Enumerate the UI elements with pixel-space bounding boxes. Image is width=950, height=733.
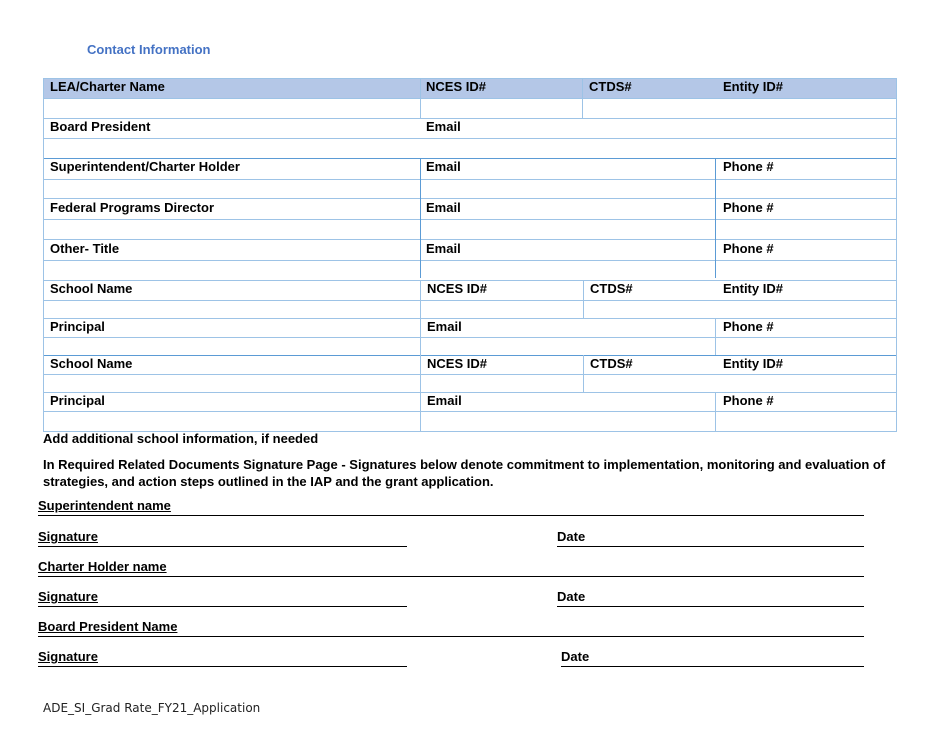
lea-name-label: LEA/Charter Name — [50, 79, 165, 94]
date-label: Date — [557, 589, 586, 604]
school-name-label: School Name — [50, 356, 133, 371]
grid-line — [43, 98, 896, 99]
grid-line — [43, 138, 896, 139]
charter-holder-name-label: Charter Holder name — [38, 559, 167, 574]
board-president-name-line[interactable] — [38, 636, 864, 637]
board-president-name-label: Board President Name — [38, 619, 178, 634]
grid-line — [43, 337, 896, 338]
grid-line — [43, 260, 896, 261]
grid-line — [43, 374, 896, 375]
grid-line — [582, 78, 583, 118]
signature-row-3 — [38, 649, 864, 667]
entity-id-label: Entity ID# — [723, 356, 783, 371]
superintendent-label: Superintendent/Charter Holder — [50, 159, 240, 174]
signature-label: Signature — [38, 589, 98, 604]
grid-line — [583, 355, 584, 392]
principal-label: Principal — [50, 393, 105, 408]
date-label: Date — [561, 649, 590, 664]
date-line[interactable] — [561, 666, 864, 667]
nces-id-label: NCES ID# — [426, 79, 486, 94]
email-label: Email — [427, 393, 462, 408]
federal-programs-director-label: Federal Programs Director — [50, 200, 215, 215]
principal-label: Principal — [50, 319, 105, 334]
email-label: Email — [426, 159, 461, 174]
other-title-label: Other- Title — [50, 241, 120, 256]
grid-line — [583, 280, 584, 318]
ctds-label: CTDS# — [590, 281, 633, 296]
signature-line[interactable] — [38, 666, 407, 667]
signature-line[interactable] — [38, 606, 407, 607]
board-president-label: Board President — [50, 119, 151, 134]
school-name-label: School Name — [50, 281, 133, 296]
superintendent-name-label: Superintendent name — [38, 498, 171, 513]
board-president-name-row — [38, 619, 864, 637]
phone-label: Phone # — [723, 241, 774, 256]
entity-id-label: Entity ID# — [723, 281, 783, 296]
grid-line — [43, 300, 896, 301]
grid-line — [420, 280, 421, 318]
date-line[interactable] — [557, 606, 864, 607]
grid-line — [43, 78, 44, 431]
ctds-label: CTDS# — [589, 79, 632, 94]
grid-line — [43, 118, 896, 119]
phone-label: Phone # — [723, 159, 774, 174]
grid-line — [715, 318, 716, 355]
phone-label: Phone # — [723, 393, 774, 408]
signature-row-2 — [38, 589, 864, 607]
grid-line — [420, 158, 421, 278]
entity-id-label: Entity ID# — [723, 79, 783, 94]
nces-id-label: NCES ID# — [427, 356, 487, 371]
email-label: Email — [426, 241, 461, 256]
charter-holder-name-line[interactable] — [38, 576, 864, 577]
email-label: Email — [426, 119, 461, 134]
charter-holder-name-row — [38, 559, 864, 577]
ctds-label: CTDS# — [590, 356, 633, 371]
date-line[interactable] — [557, 546, 864, 547]
grid-line — [43, 219, 896, 220]
grid-line — [715, 392, 716, 431]
grid-line — [420, 392, 421, 431]
signature-label: Signature — [38, 529, 98, 544]
grid-line — [43, 179, 896, 180]
additional-info-note: Add additional school information, if needed — [43, 431, 319, 446]
grid-line — [420, 318, 421, 355]
required-documents-text: In Required Related Documents Signature Page - Signatures below denote commitment to implementation, monitoring and evaluation of strategies, and action steps outlined in the IAP and the grant application. — [43, 457, 886, 489]
phone-label: Phone # — [723, 319, 774, 334]
section-title: Contact Information — [87, 42, 211, 57]
grid-line — [43, 239, 896, 240]
grid-line — [420, 78, 421, 118]
superintendent-name-row — [38, 498, 864, 516]
grid-line — [43, 198, 896, 199]
email-label: Email — [427, 319, 462, 334]
contact-table — [43, 78, 897, 432]
superintendent-name-line[interactable] — [38, 515, 864, 516]
grid-line — [43, 411, 896, 412]
signature-line[interactable] — [38, 546, 407, 547]
grid-line — [715, 158, 716, 278]
signature-row-1 — [38, 529, 864, 547]
grid-line — [420, 355, 421, 392]
nces-id-label: NCES ID# — [427, 281, 487, 296]
document-footer: ADE_SI_Grad Rate_FY21_Application — [43, 701, 261, 715]
signature-label: Signature — [38, 649, 98, 664]
date-label: Date — [557, 529, 586, 544]
phone-label: Phone # — [723, 200, 774, 215]
email-label: Email — [426, 200, 461, 215]
